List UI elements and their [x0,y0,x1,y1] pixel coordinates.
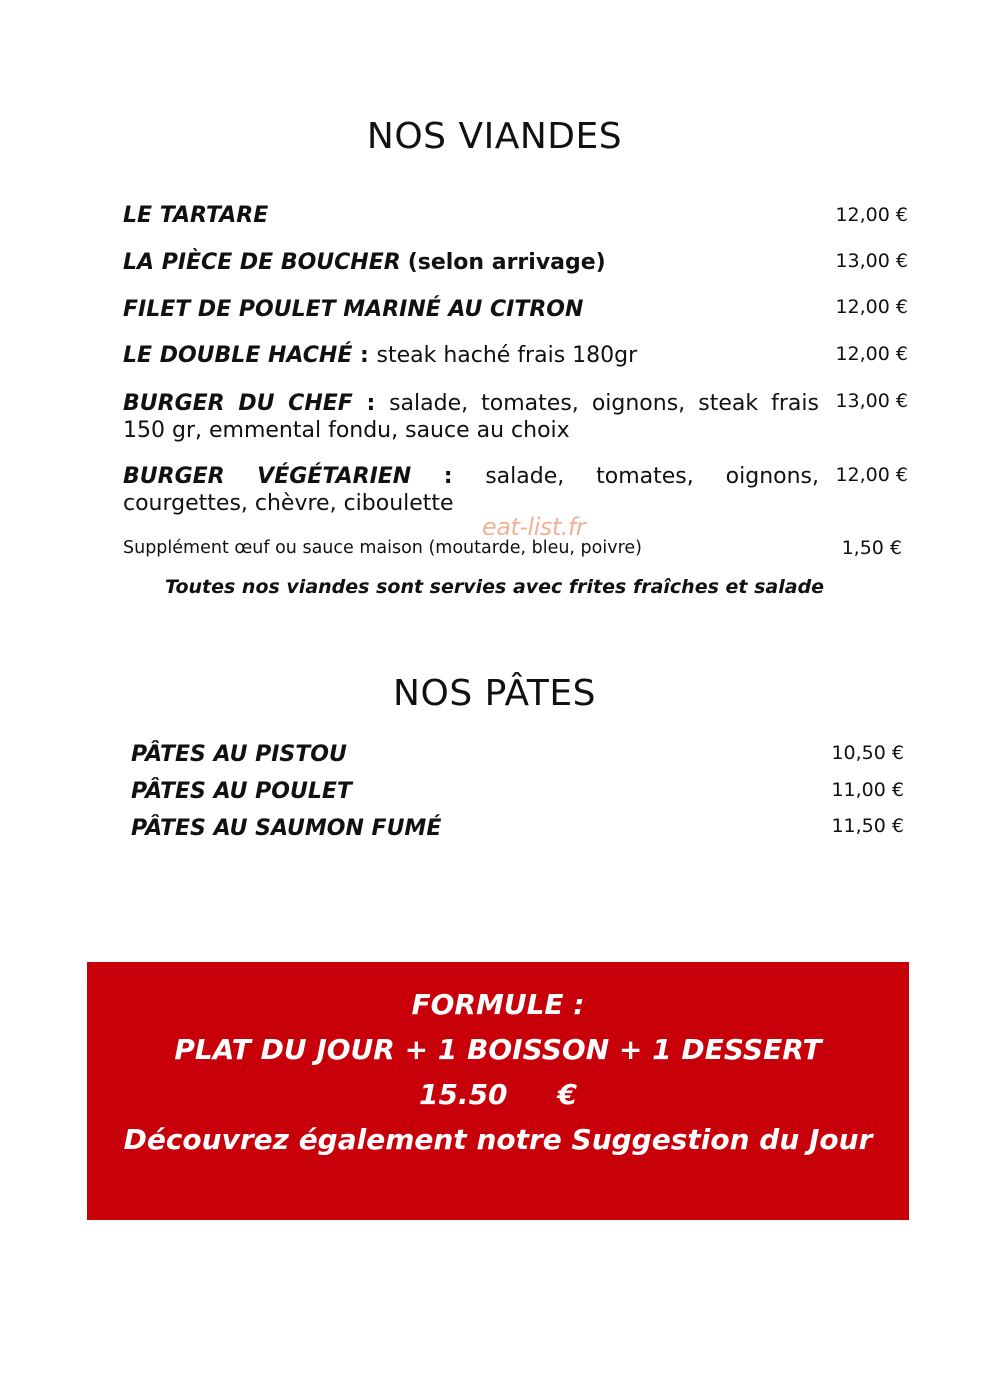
menu-item-filet-poulet [123,296,583,323]
viandes-footnote: Toutes nos viandes sont servies avec frites fraîches et salade [164,576,825,598]
menu-item-pates-poulet: PÂTES AU POULET [131,779,352,804]
menu-item-pates-saumon: PÂTES AU SAUMON FUMÉ [131,816,442,841]
formule-suggestion: Découvrez également notre Suggestion du Jour [123,1123,873,1156]
supplement-text: Supplément œuf ou sauce maison (moutarde, bleu, poivre) [123,538,642,558]
item-price: 12,00 € [835,296,908,318]
formule-contents: PLAT DU JOUR + 1 BOISSON + 1 DESSERT [174,1033,822,1066]
section-title-pates: NOS PÂTES [393,673,596,714]
item-price: 13,00 € [835,250,908,272]
item-price: 13,00 € [835,390,908,412]
watermark: eat-list.fr [482,513,586,541]
menu-item-tartare [123,202,268,229]
item-name: LE DOUBLE HACHÉ [123,343,353,368]
item-name: LA PIÈCE DE BOUCHER [123,250,401,275]
item-price: 11,50 € [831,815,904,837]
item-separator: : [352,391,390,416]
item-description: steak haché frais 180gr [376,343,638,368]
item-name: BURGER DU CHEF [123,391,353,416]
menu-item-burger-chef [123,390,819,444]
item-price: 11,00 € [831,779,904,801]
formule-title: FORMULE : [411,988,585,1021]
item-price: 12,00 € [835,343,908,365]
item-price: 12,00 € [835,204,908,226]
item-description: salade, tomates, oignons, steak frais 150 gr, emmental fondu, sauce au choix [123,391,819,443]
formule-price: 15.50 [418,1078,508,1111]
item-separator: : [411,464,486,489]
formule-price-line [87,1072,909,1117]
item-description: salade, tomates, oignons, courgettes, chèvre, ciboulette [123,464,819,516]
item-name: FILET DE POULET MARINÉ AU CITRON [123,297,584,322]
menu-item-burger-vegetarien [123,463,819,517]
menu-item-piece-boucher [123,249,606,276]
menu-item-pates-pistou: PÂTES AU PISTOU [131,742,347,767]
formule-banner [87,962,909,1220]
item-name: BURGER VÉGÉTARIEN [123,464,412,489]
item-price: 12,00 € [835,464,908,486]
section-title-viandes: NOS VIANDES [366,116,623,157]
item-note: (selon arrivage) [407,250,606,275]
formule-currency: € [557,1078,578,1111]
item-price: 10,50 € [831,742,904,764]
supplement-price: 1,50 € [841,537,902,559]
item-name: LE TARTARE [123,203,269,228]
menu-item-double-hache [123,342,637,369]
item-separator: : [352,343,377,368]
